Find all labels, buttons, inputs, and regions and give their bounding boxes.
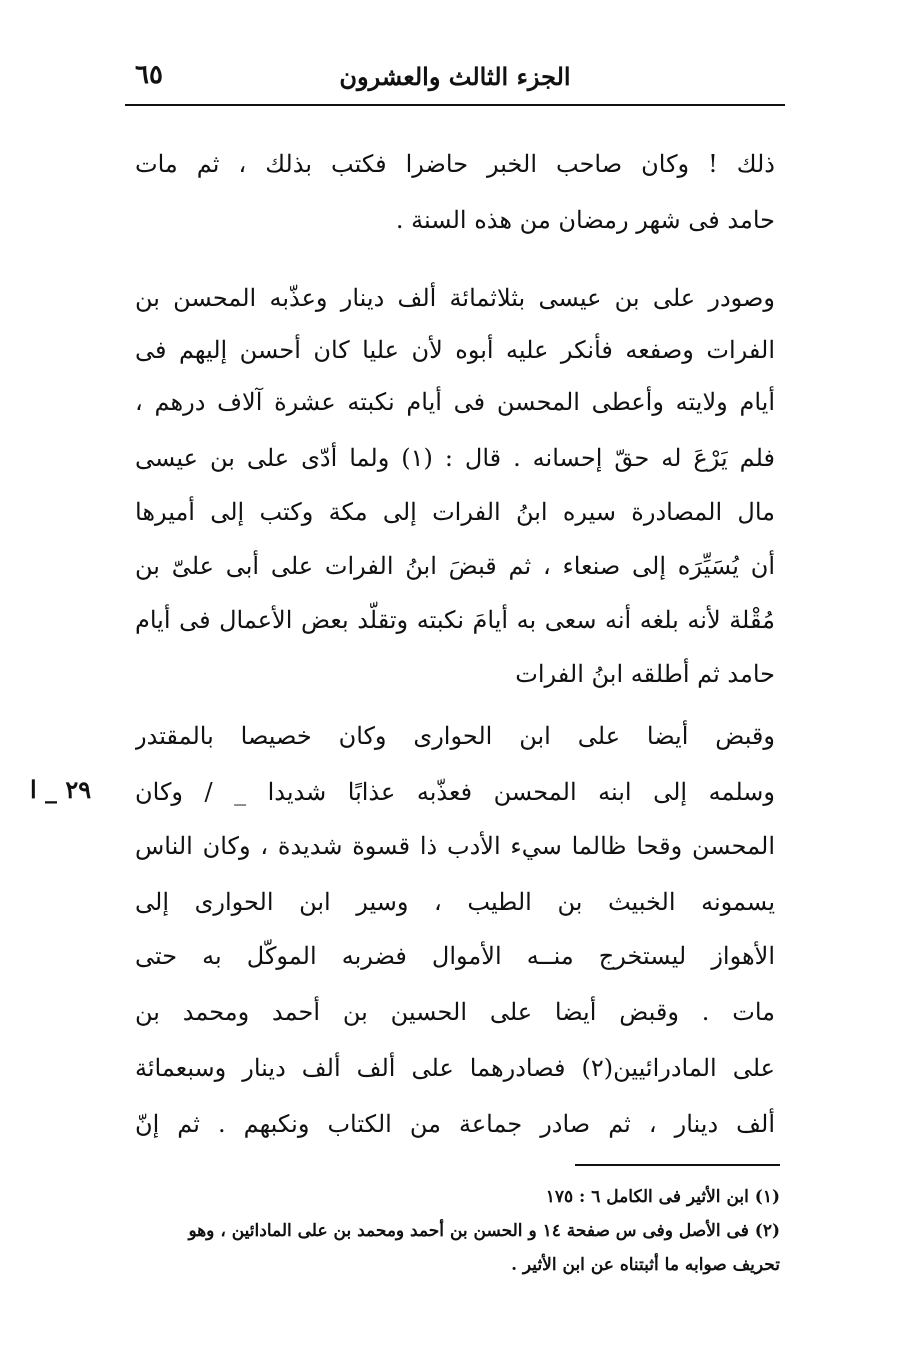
text-line: المحسن وقحا ظالما سيء الأدب ذا قسوة شديدة ، وكان الناس (135, 832, 775, 860)
text-line: ذلك ! وكان صاحب الخبر حاضرا فكتب بذلك ، ثم مات (135, 150, 775, 178)
footnote-1: (١) ابن الأثير فى الكامل ٦ : ١٧٥ (545, 1187, 780, 1207)
text-line: يسمونه الخبيث بن الطيب ، وسير ابن الحوارى إلى (135, 888, 775, 916)
text-line: الفرات وصفعه فأنكر عليه أبوه لأن عليا كان أحسن إليهم فى (135, 336, 775, 364)
footnote-2-continued: تحريف صوابه ما أثبتناه عن ابن الأثير . (511, 1255, 780, 1275)
text-line: ألف دينار ، ثم صادر جماعة من الكتاب ونكبهم . ثم إنّ (135, 1110, 775, 1138)
text-line: حامد ثم أطلقه ابنُ الفرات (515, 660, 775, 688)
text-line: مات . وقبض أيضا على الحسين بن أحمد ومحمد بن (135, 998, 775, 1026)
text-line: على المادرائيين(٢) فصادرهما على ألف ألف دينار وسبعمائة (135, 1054, 775, 1082)
marginal-note: ٢٩ _ ا (30, 775, 92, 804)
page-number: ٦٥ (135, 60, 163, 90)
text-line: أن يُسَيِّرَه إلى صنعاء ، ثم قبضَ ابنُ الفرات على أبى علىّ بن (135, 552, 775, 580)
footnote-2: (٢) فى الأصل وفى س صفحة ١٤ و الحسن بن أحمد ومحمد بن على المادائين ، وهو (188, 1221, 780, 1241)
footnote-rule (575, 1164, 780, 1166)
text-line: حامد فى شهر رمضان من هذه السنة . (395, 206, 775, 234)
text-line: مُقْلة لأنه بلغه أنه سعى به أيامَ نكبته وتقلّد بعض الأعمال فى أيام (135, 606, 775, 634)
text-line: مال المصادرة سيره ابنُ الفرات إلى مكة وكتب إلى أميرها (135, 498, 775, 526)
text-line: وصودر على بن عيسى بثلاثمائة ألف دينار وعذّبه المحسن بن (135, 284, 775, 312)
text-line: أيام ولايته وأعطى المحسن فى أيام نكبته عشرة آلاف درهم ، (135, 388, 775, 416)
text-line: الأهواز ليستخرج منــه الأموال فضربه الموكّل به حتى (135, 942, 775, 970)
running-title: الجزء الثالث والعشرون (339, 62, 571, 91)
text-line: وسلمه إلى ابنه المحسن فعذّبه عذابًا شديدا _ / وكان (135, 778, 775, 806)
running-header (125, 58, 785, 106)
text-line: وقبض أيضا على ابن الحوارى وكان خصيصا بالمقتدر (135, 722, 775, 750)
text-line: فلم يَرْعَ له حقّ إحسانه . قال : (١) ولما أدّى على بن عيسى (135, 444, 775, 472)
footnotes (130, 1180, 780, 1282)
